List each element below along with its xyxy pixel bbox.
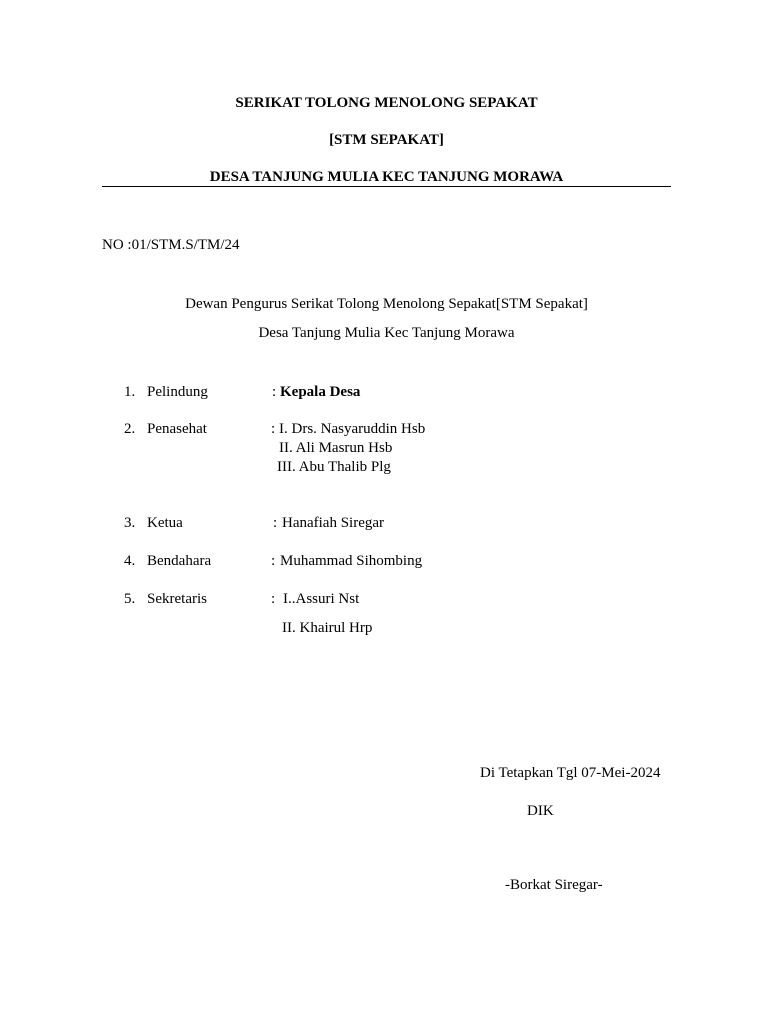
header-divider: [102, 186, 671, 187]
list-item-number: 3.: [124, 515, 136, 531]
list-item-number: 1.: [124, 384, 136, 400]
role-separator: :: [273, 515, 278, 531]
dik-label: DIK: [527, 803, 554, 819]
org-location: DESA TANJUNG MULIA KEC TANJUNG MORAWA: [209, 169, 564, 185]
role-label: Ketua: [147, 515, 183, 531]
member-name: II. Ali Masrun Hsb: [279, 440, 393, 456]
role-separator: :: [271, 591, 276, 607]
reference-number: NO :01/STM.S/TM/24: [102, 237, 240, 253]
member-name: Muhammad Sihombing: [280, 553, 423, 569]
signatory-name: -Borkat Siregar-: [505, 877, 603, 893]
role-label: Sekretaris: [147, 591, 207, 607]
intro-line-1: Dewan Pengurus Serikat Tolong Menolong Sepakat[STM Sepakat]: [185, 296, 588, 312]
member-name: Hanafiah Siregar: [282, 515, 385, 531]
member-name: II. Khairul Hrp: [282, 620, 373, 636]
enactment-date: Di Tetapkan Tgl 07-Mei-2024: [480, 765, 661, 781]
org-title: SERIKAT TOLONG MENOLONG SEPAKAT: [235, 95, 538, 111]
member-name: I..Assuri Nst: [283, 591, 360, 607]
list-item-number: 5.: [124, 591, 136, 607]
role-label: Pelindung: [147, 384, 208, 400]
role-separator: :: [272, 384, 277, 400]
role-separator: :: [271, 553, 276, 569]
role-label: Penasehat: [147, 421, 207, 437]
list-item-number: 2.: [124, 421, 136, 437]
intro-line-2: Desa Tanjung Mulia Kec Tanjung Morawa: [258, 325, 515, 341]
member-name: III. Abu Thalib Plg: [277, 459, 391, 475]
org-abbreviation: [STM SEPAKAT]: [329, 132, 444, 148]
list-item-number: 4.: [124, 553, 136, 569]
role-separator: :: [271, 421, 276, 437]
role-label: Bendahara: [147, 553, 212, 569]
member-name: I. Drs. Nasyaruddin Hsb: [279, 421, 426, 437]
member-name: Kepala Desa: [280, 384, 361, 400]
